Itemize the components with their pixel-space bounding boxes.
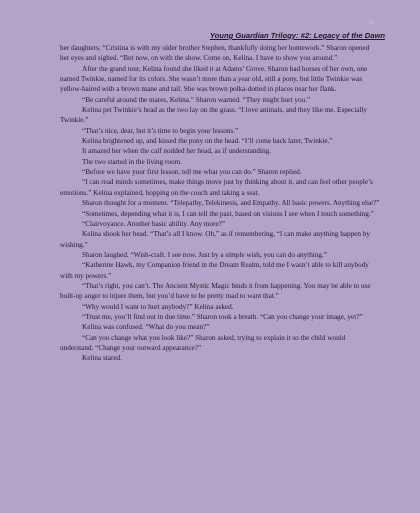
page-number: 16 (368, 20, 374, 26)
paragraph: “Clairvoyance. Another basic ability. Any more?” (82, 219, 226, 228)
paragraph: Kelina shook her head. “That’s all I know. Oh,” as if remembering, “I can make anything happen by wishing.” (60, 230, 370, 249)
paragraph: Kelina pet Twinkie’s head as the two lay on the grass. “I love animals, and they like me. Especially Twinkie.” (60, 106, 367, 125)
paragraph: “That’s right, you can’t. The Ancient Mystic Magic binds it from happening. You may be able to use built-up anger to injure them, but you’d have to be pretty mad to want that.” (60, 281, 371, 301)
paragraph: “Before we have your first lesson, tell me what you can do.” Sharon replied. (82, 168, 302, 177)
running-header-title: Young Guardian Trilogy: #2: Legacy of the Dawn (209, 31, 385, 40)
paragraph: Sharon laughed. “Wish-craft. I see now. Just by a simple wish, you can do anything.” (82, 250, 327, 259)
paragraph: “That’s nice, dear, but it’s time to begin your lessons.” (82, 126, 239, 135)
paragraph: “Can you change what you look like?” Sharon asked, trying to explain it so the child would understand. “Change your outward appearance?” (60, 333, 346, 352)
paragraph: “Sometimes, depending what it is, I can tell the past, based on visions I see when I touch something.” (82, 209, 374, 218)
paragraph: “Be careful around the mares, Kelina.” Sharon warned. “They might hurt you.” (82, 95, 311, 104)
chapter-body-text (60, 43, 380, 364)
paragraph: The two started in the living room. (82, 157, 183, 166)
paragraph: It amazed her when the calf nodded her head, as if understanding. (82, 147, 271, 156)
paragraph: Sharon thought for a moment. “Telepathy, Telekinesis, and Empathy. All basic powers. Anything else?” (82, 199, 380, 208)
paragraph: Kelina stared. (82, 354, 122, 363)
paragraph: “Katherine Hawk, my Companion friend in the Dream Realm, told me I wasn’t able to kill anybody with my powers.” (60, 261, 369, 280)
paragraph: “Why would I want to hurt anybody?” Kelina asked. (82, 302, 234, 311)
paragraph: After the grand tour, Kelina found she liked it at Adams’ Grove. Sharon had horses of her own, one named Twinkie, named for its colors. She wasn’t more than a year old, still a pony, but little Twinkie was yellow-haired with a brown mane and tail. She was brown polka-dotted in places near her flank. (60, 64, 368, 94)
paragraph: “Trust me, you’ll find out in due time.” Sharon took a breath. “Can you change your image, yet?” (82, 312, 363, 321)
paragraph: Kelina was confused. “What do you mean?” (82, 323, 210, 332)
paragraph: Kelina brightened up, and kissed the pony on the head. “I’ll come back later, Twinkie.” (82, 137, 333, 146)
paragraph: her daughters. “Cristina is with my older brother Stephen, thankfully doing her homework.” Sharon opened her eyes and sighed. “But now, on with the show. Come on, Kelina. I have to show you around.” (60, 44, 370, 63)
paragraph: “I can read minds sometimes, make things move just by thinking about it, and can feel other people’s emotions.” Kelina explained, hopping on the couch and taking a seat. (60, 178, 373, 197)
